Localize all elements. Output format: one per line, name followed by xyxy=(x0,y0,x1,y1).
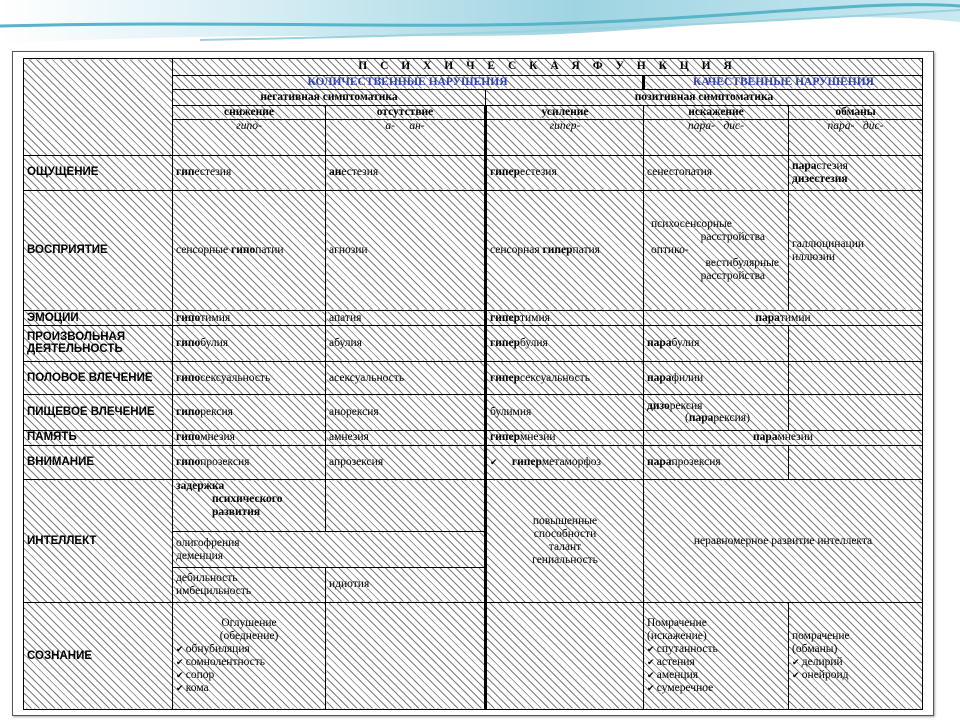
cell-sexual-distortion: парафилии xyxy=(644,362,789,395)
cell-intellect-delay: задержка психического развития xyxy=(173,480,326,532)
cell-perception-absence: агнозии xyxy=(326,190,486,310)
cell-consciousness-increase xyxy=(486,602,644,709)
cell-food-increase: булимия xyxy=(486,395,644,430)
list-item: ✔ онейроид xyxy=(792,669,919,682)
cell-intellect-absence-top xyxy=(326,480,486,532)
negative-header: негативная симптоматика xyxy=(173,90,486,106)
prefix-absence: а- ан- xyxy=(326,120,486,155)
cell-intellect-idiocy: идиотия xyxy=(326,567,486,602)
row-label-sensation: ОЩУЩЕНИЕ xyxy=(24,155,173,190)
cell-consciousness-deception: помрачение (обманы) ✔ делирий ✔ онейроид xyxy=(789,602,923,709)
row-label-intellect: ИНТЕЛЛЕКТ xyxy=(24,480,173,603)
mental-function-table xyxy=(23,58,923,710)
cell-sensation-decrease: гипестезия xyxy=(173,155,326,190)
row-label-sexual: ПОЛОВОЕ ВЛЕЧЕНИЕ xyxy=(24,362,173,395)
cell-food-absence: анорексия xyxy=(326,395,486,430)
cell-attention-absence: апрозексия xyxy=(326,446,486,480)
cell-sexual-decrease: гипосексуальность xyxy=(173,362,326,395)
cell-food-distortion: дизорексия (парарексия) xyxy=(644,395,789,430)
cell-attention-decrease: гипопрозексия xyxy=(173,446,326,480)
prefix-deception: пара- дис- xyxy=(789,120,923,155)
row-label-food: ПИЩЕВОЕ ВЛЕЧЕНИЕ xyxy=(24,395,173,430)
cell-emotions-increase: гипертимия xyxy=(486,311,644,326)
row-label-emotions: ЭМОЦИИ xyxy=(24,311,173,326)
positive-header: позитивная симптоматика xyxy=(486,90,923,106)
cell-sexual-deception xyxy=(789,362,923,395)
cell-emotions-qualitative: паратимии xyxy=(644,311,923,326)
cell-memory-absence: амнезия xyxy=(326,430,486,446)
cell-perception-deception: галлюцинации иллюзии xyxy=(789,190,923,310)
cell-consciousness-decrease: Оглушение (обеднение) ✔ обнубиляция ✔ сомнолентность ✔ сопор ✔ кома xyxy=(173,602,326,709)
cell-attention-distortion: парапрозексия xyxy=(644,446,789,480)
list-item: ✔ спутанность xyxy=(647,643,785,656)
cell-intellect-increase: повышенные способности талант гениальность xyxy=(486,480,644,603)
cell-sexual-increase: гиперсексуальность xyxy=(486,362,644,395)
cell-sensation-distortion: сенестопатия xyxy=(644,155,789,190)
qualitative-header: КАЧЕСТВЕННЫЕ НАРУШЕНИЯ xyxy=(644,75,923,90)
cell-attention-increase: ✔ гиперметаморфоз xyxy=(486,446,644,480)
cell-intellect-oligophrenia: олигофрения деменция xyxy=(173,532,486,567)
quantitative-header: КОЛИЧЕСТВЕННЫЕ НАРУШЕНИЯ xyxy=(173,75,644,90)
cell-attention-deception xyxy=(789,446,923,480)
row-label-attention: ВНИМАНИЕ xyxy=(24,446,173,480)
row-label-memory: ПАМЯТЬ xyxy=(24,430,173,446)
list-item: ✔ кома xyxy=(176,682,322,695)
list-item: ✔ сопор xyxy=(176,669,322,682)
cell-perception-distortion: психосенсорные расстройства оптико- вестибулярные расстройства xyxy=(644,190,789,310)
row-label-consciousness: СОЗНАНИЕ xyxy=(24,602,173,709)
cell-memory-decrease: гипомнезия xyxy=(173,430,326,446)
check-icon: ✔ xyxy=(490,457,498,468)
prefix-increase: гипер- xyxy=(486,120,644,155)
cell-sexual-absence: асексуальность xyxy=(326,362,486,395)
prefix-distortion: пара- дис- xyxy=(644,120,789,155)
list-item: ✔ астения xyxy=(647,656,785,669)
cell-perception-decrease: сенсорные гипопатии xyxy=(173,190,326,310)
cell-sensation-increase: гиперестезия xyxy=(486,155,644,190)
row-label-volition: ПРОИЗВОЛЬНАЯ ДЕЯТЕЛЬНОСТЬ xyxy=(24,325,173,361)
cell-volition-decrease: гипобулия xyxy=(173,325,326,361)
list-item: ✔ обнубиляция xyxy=(176,643,322,656)
cell-intellect-debility: дебильность имбецильность xyxy=(173,567,326,602)
cell-memory-qualitative: парамнезии xyxy=(644,430,923,446)
cell-sensation-deception: парастезия дизестезия xyxy=(789,155,923,190)
cell-memory-increase: гипермнезии xyxy=(486,430,644,446)
cell-sensation-absence: анестезия xyxy=(326,155,486,190)
col-header-decrease: снижение xyxy=(173,105,326,120)
cell-perception-increase: сенсорная гиперпатия xyxy=(486,190,644,310)
table-title: П С И Х И Ч Е С К А Я Ф У Н К Ц И Я xyxy=(173,59,923,76)
cell-consciousness-distortion: Помрачение (искажение) ✔ спутанность ✔ астения ✔ аменция ✔ сумеречное xyxy=(644,602,789,709)
col-header-increase: усиление xyxy=(486,105,644,120)
cell-volition-distortion: парабулия xyxy=(644,325,789,361)
cell-food-decrease: гипорексия xyxy=(173,395,326,430)
list-item: ✔ аменция xyxy=(647,669,785,682)
cell-volition-deception xyxy=(789,325,923,361)
list-item: ✔ делирий xyxy=(792,656,919,669)
prefix-decrease: гипо- xyxy=(173,120,326,155)
cell-consciousness-absence xyxy=(326,602,486,709)
cell-emotions-absence: апатия xyxy=(326,311,486,326)
table-corner xyxy=(24,59,173,156)
col-header-distortion: искажение xyxy=(644,105,789,120)
col-header-deception: обманы xyxy=(789,105,923,120)
cell-food-deception xyxy=(789,395,923,430)
list-item: ✔ сомнолентность xyxy=(176,656,322,669)
cell-intellect-qualitative: неравномерное развитие интеллекта xyxy=(644,480,923,603)
col-header-absence: отсутствие xyxy=(326,105,486,120)
cell-emotions-decrease: гипотимия xyxy=(173,311,326,326)
cell-volition-increase: гипербулия xyxy=(486,325,644,361)
cell-volition-absence: абулия xyxy=(326,325,486,361)
row-label-perception: ВОСПРИЯТИЕ xyxy=(24,190,173,310)
list-item: ✔ сумеречное xyxy=(647,682,785,695)
